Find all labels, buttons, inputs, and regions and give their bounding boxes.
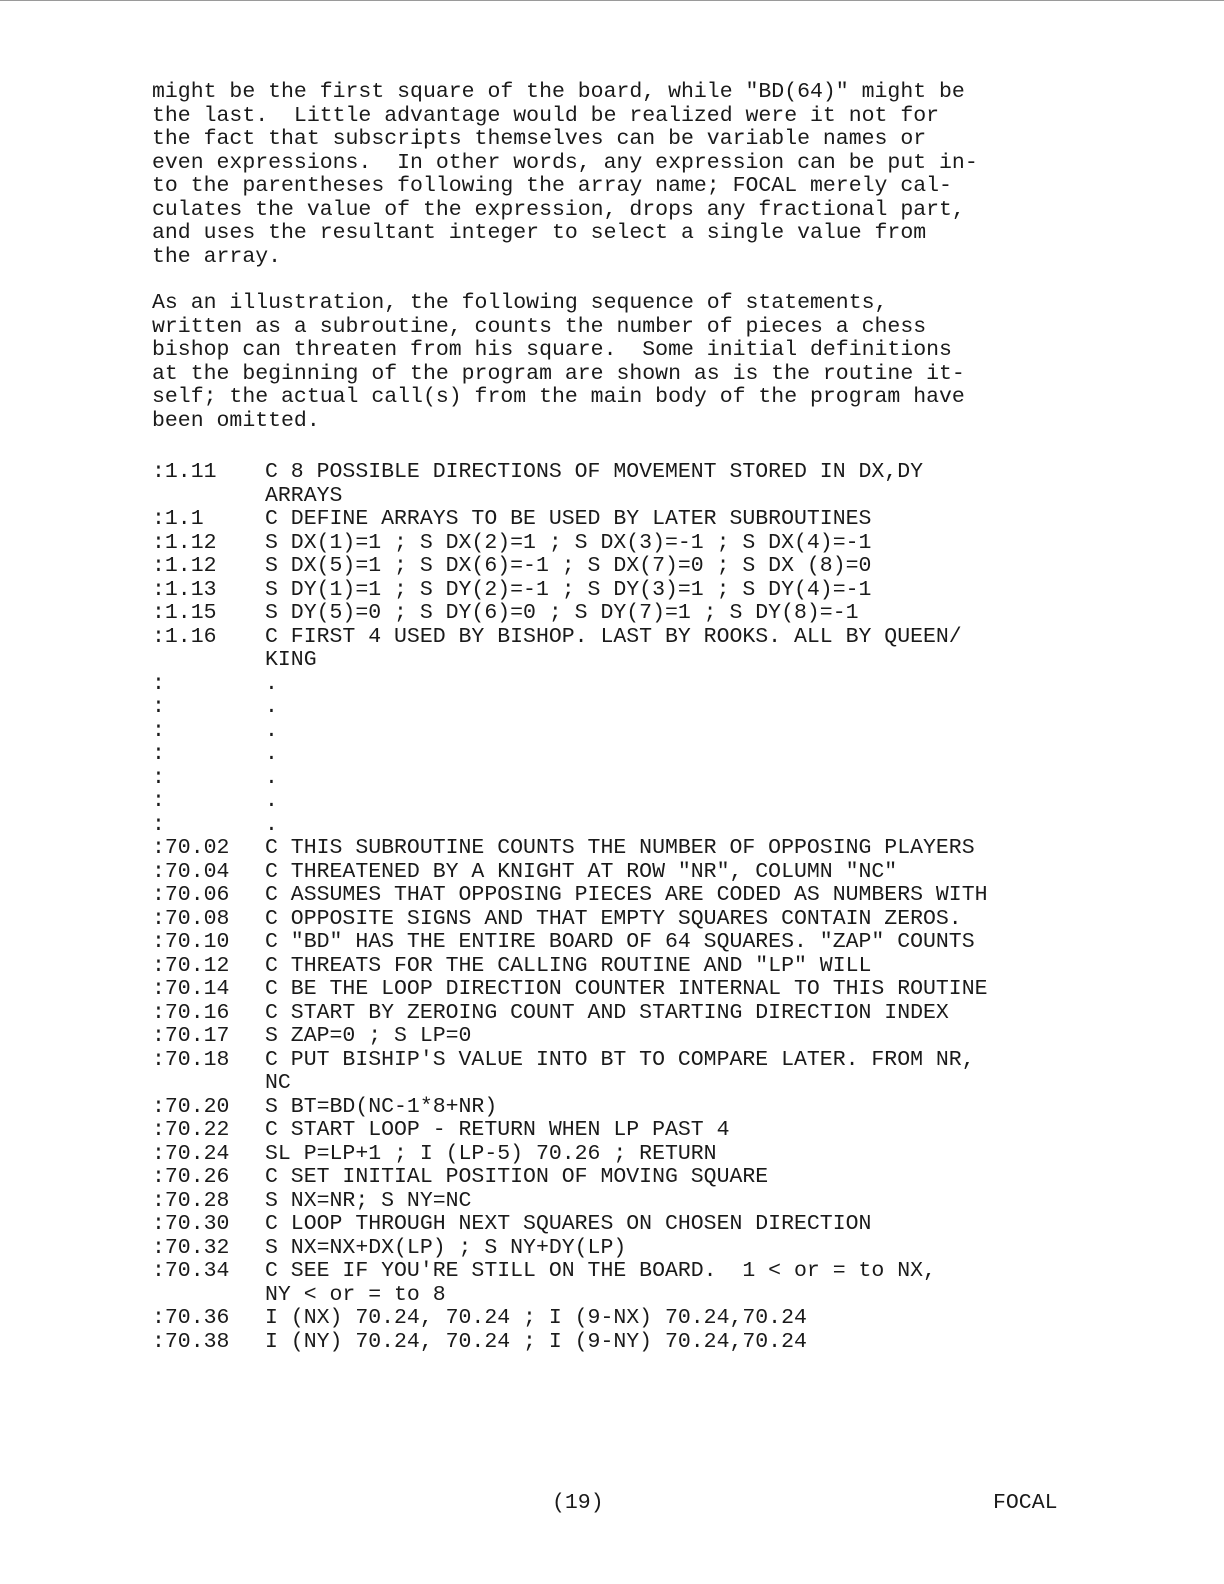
statement: [265, 508, 1112, 532]
statement-text: .: [265, 789, 278, 813]
statement-text: S DX(1)=1 ; S DX(2)=1 ; S DX(3)=-1 ; S DX(4)=-1: [265, 530, 872, 555]
code-line: [152, 1237, 1112, 1261]
text-line: culates the value of the expression, drops any fractional part,: [152, 197, 965, 222]
line-number: :70.10: [152, 930, 230, 954]
code-line: [152, 532, 1112, 556]
statement-text: .: [265, 695, 278, 719]
line-number: :70.06: [152, 883, 230, 907]
text-line: might be the first square of the board, while "BD(64)" might be: [152, 80, 965, 104]
statement-text: .: [265, 765, 278, 790]
line-number: :: [152, 812, 165, 837]
text-line: bishop can threaten from his square. Some initial definitions: [152, 338, 952, 362]
text-line: self; the actual call(s) from the main body of the program have: [152, 385, 965, 409]
statement: [265, 931, 1112, 955]
text-line: As an illustration, the following sequence of statements,: [152, 291, 888, 315]
statement-text: C 8 POSSIBLE DIRECTIONS OF MOVEMENT STORED IN DX,DY: [265, 460, 924, 484]
line-number: :70.24: [152, 1141, 230, 1166]
text-line: even expressions. In other words, any expression can be put in-: [152, 150, 978, 175]
statement-text: C THIS SUBROUTINE COUNTS THE NUMBER OF OPPOSING PLAYERS: [265, 836, 975, 860]
code-line: [152, 461, 1112, 508]
statement-text: SL P=LP+1 ; I (LP-5) 70.26 ; RETURN: [265, 1141, 717, 1166]
statement: [265, 1213, 1112, 1237]
code-line: [152, 931, 1112, 955]
statement: [265, 579, 1112, 603]
code-line: [152, 1096, 1112, 1120]
statement: [265, 955, 1112, 979]
line-number: :70.30: [152, 1212, 230, 1236]
statement-text: I (NX) 70.24, 70.24 ; I (9-NX) 70.24,70.24: [265, 1306, 807, 1330]
line-number: :70.20: [152, 1094, 230, 1119]
line-number: :: [152, 718, 165, 743]
line-number: :: [152, 789, 165, 813]
code-line: [152, 555, 1112, 579]
statement: [265, 1260, 1112, 1307]
statement-text: C ASSUMES THAT OPPOSING PIECES ARE CODED AS NUMBERS WITH: [265, 883, 988, 907]
statement-text: S DY(5)=0 ; S DY(6)=0 ; S DY(7)=1 ; S DY(8)=-1: [265, 601, 859, 625]
line-number: :1.13: [152, 577, 217, 602]
statement: [265, 720, 1112, 744]
statement: [265, 767, 1112, 791]
line-number: :1.12: [152, 554, 217, 578]
code-line: [152, 626, 1112, 673]
statement-text: C PUT BISHIP'S VALUE INTO BT TO COMPARE LATER. FROM NR,: [265, 1047, 975, 1072]
statement: [265, 1002, 1112, 1026]
statement-text: S ZAP=0 ; S LP=0: [265, 1024, 472, 1048]
code-line: [152, 884, 1112, 908]
text-line: been omitted.: [152, 408, 320, 433]
body-text: [152, 81, 1112, 456]
code-line: [152, 814, 1112, 838]
line-number: :70.28: [152, 1188, 230, 1213]
code-line: [152, 790, 1112, 814]
statement: [265, 461, 1112, 508]
statement-text: NC: [265, 1071, 291, 1095]
statement: [265, 1143, 1112, 1167]
code-line: [152, 1002, 1112, 1026]
statement-text: ARRAYS: [265, 483, 343, 508]
statement: [265, 1307, 1112, 1331]
code-line: [152, 602, 1112, 626]
page-number: (19): [552, 1491, 604, 1515]
statement: [265, 743, 1112, 767]
statement-text: S BT=BD(NC-1*8+NR): [265, 1094, 498, 1119]
code-line: [152, 1213, 1112, 1237]
code-line: [152, 767, 1112, 791]
line-number: :: [152, 695, 165, 719]
code-line: [152, 1190, 1112, 1214]
line-number: :: [152, 671, 165, 696]
code-line: [152, 955, 1112, 979]
statement-text: C START LOOP - RETURN WHEN LP PAST 4: [265, 1118, 730, 1142]
code-line: [152, 673, 1112, 697]
statement-text: C THREATS FOR THE CALLING ROUTINE AND "LP" WILL: [265, 953, 872, 978]
code-line: [152, 1025, 1112, 1049]
statement-text: C BE THE LOOP DIRECTION COUNTER INTERNAL TO THIS ROUTINE: [265, 977, 988, 1001]
statement: [265, 814, 1112, 838]
statement-text: .: [265, 742, 278, 766]
statement-text: C "BD" HAS THE ENTIRE BOARD OF 64 SQUARES. "ZAP" COUNTS: [265, 930, 975, 954]
line-number: :70.36: [152, 1306, 230, 1330]
statement: [265, 790, 1112, 814]
statement: [265, 673, 1112, 697]
code-line: [152, 861, 1112, 885]
statement: [265, 1190, 1112, 1214]
statement: [265, 908, 1112, 932]
statement: [265, 1096, 1112, 1120]
paragraph: [152, 292, 1112, 433]
line-number: :70.22: [152, 1118, 230, 1142]
statement: [265, 978, 1112, 1002]
line-number: :1.12: [152, 530, 217, 555]
text-line: the array.: [152, 244, 282, 269]
code-line: [152, 508, 1112, 532]
statement: [265, 1166, 1112, 1190]
line-number: :70.34: [152, 1259, 230, 1283]
statement-text: S DY(1)=1 ; S DY(2)=-1 ; S DY(3)=1 ; S DY(4)=-1: [265, 577, 872, 602]
statement-text: S NX=NX+DX(LP) ; S NY+DY(LP): [265, 1235, 627, 1260]
statement-text: .: [265, 812, 278, 837]
text-line: to the parentheses following the array name; FOCAL merely cal-: [152, 174, 952, 198]
statement: [265, 1049, 1112, 1096]
code-line: [152, 579, 1112, 603]
statement-text: C FIRST 4 USED BY BISHOP. LAST BY ROOKS. ALL BY QUEEN/: [265, 624, 962, 649]
paragraph: [152, 81, 1112, 269]
code-line: [152, 837, 1112, 861]
statement-text: C LOOP THROUGH NEXT SQUARES ON CHOSEN DIRECTION: [265, 1212, 872, 1236]
statement-text: S DX(5)=1 ; S DX(6)=-1 ; S DX(7)=0 ; S DX (8)=0: [265, 554, 872, 578]
statement-text: KING: [265, 648, 317, 672]
statement: [265, 626, 1112, 673]
statement-text: C DEFINE ARRAYS TO BE USED BY LATER SUBROUTINES: [265, 507, 872, 531]
statement: [265, 1237, 1112, 1261]
code-line: [152, 908, 1112, 932]
code-line: [152, 1331, 1112, 1355]
statement: [265, 837, 1112, 861]
statement-text: .: [265, 718, 278, 743]
line-number: :70.02: [152, 836, 230, 860]
statement: [265, 532, 1112, 556]
line-number: :70.14: [152, 977, 230, 1001]
code-line: [152, 1260, 1112, 1307]
statement: [265, 1119, 1112, 1143]
statement: [265, 884, 1112, 908]
code-line: [152, 743, 1112, 767]
text-line: the fact that subscripts themselves can be variable names or: [152, 127, 927, 151]
text-line: written as a subroutine, counts the number of pieces a chess: [152, 314, 927, 339]
program-listing: [152, 461, 1112, 1354]
statement: [265, 696, 1112, 720]
line-number: :70.12: [152, 953, 230, 978]
line-number: :70.18: [152, 1047, 230, 1072]
statement-text: .: [265, 671, 278, 696]
line-number: :70.16: [152, 1000, 230, 1025]
line-number: :1.11: [152, 460, 217, 484]
statement-text: C OPPOSITE SIGNS AND THAT EMPTY SQUARES CONTAIN ZEROS.: [265, 906, 962, 931]
line-number: :70.32: [152, 1235, 230, 1260]
statement: [265, 861, 1112, 885]
statement-text: I (NY) 70.24, 70.24 ; I (9-NY) 70.24,70.24: [265, 1329, 807, 1354]
statement: [265, 555, 1112, 579]
statement-text: C START BY ZEROING COUNT AND STARTING DIRECTION INDEX: [265, 1000, 949, 1025]
line-number: :70.08: [152, 906, 230, 931]
code-line: [152, 1166, 1112, 1190]
code-line: [152, 1119, 1112, 1143]
code-line: [152, 1307, 1112, 1331]
text-line: and uses the resultant integer to select a single value from: [152, 221, 927, 245]
line-number: :70.04: [152, 859, 230, 884]
code-line: [152, 1049, 1112, 1096]
code-line: [152, 720, 1112, 744]
code-line: [152, 696, 1112, 720]
statement-text: S NX=NR; S NY=NC: [265, 1188, 472, 1213]
statement-text: C SEE IF YOU'RE STILL ON THE BOARD. 1 < or = to NX,: [265, 1259, 936, 1283]
line-number: :70.26: [152, 1165, 230, 1189]
text-line: the last. Little advantage would be realized were it not for: [152, 103, 940, 128]
statement-text: C SET INITIAL POSITION OF MOVING SQUARE: [265, 1165, 769, 1189]
statement: [265, 1331, 1112, 1355]
line-number: :1.15: [152, 601, 217, 625]
code-line: [152, 1143, 1112, 1167]
text-line: at the beginning of the program are shown as is the routine it-: [152, 361, 965, 386]
code-line: [152, 978, 1112, 1002]
line-number: :1.16: [152, 624, 217, 649]
line-number: :: [152, 742, 165, 766]
line-number: :1.1: [152, 507, 204, 531]
statement: [265, 1025, 1112, 1049]
line-number: :: [152, 765, 165, 790]
statement: [265, 602, 1112, 626]
section-name: FOCAL: [993, 1491, 1058, 1515]
statement-text: C THREATENED BY A KNIGHT AT ROW "NR", COLUMN "NC": [265, 859, 898, 884]
line-number: :70.38: [152, 1329, 230, 1354]
line-number: :70.17: [152, 1024, 230, 1048]
statement-text: NY < or = to 8: [265, 1282, 446, 1307]
